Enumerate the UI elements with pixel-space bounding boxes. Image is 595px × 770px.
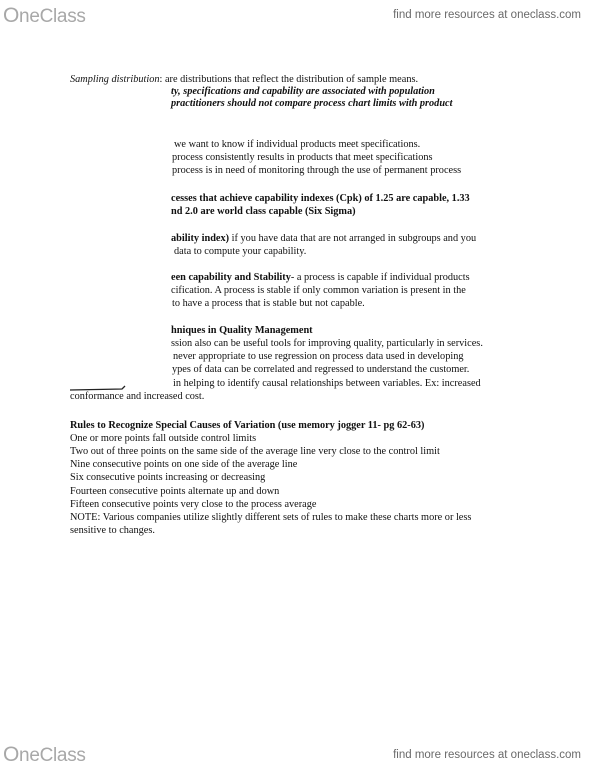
text-line: cification. A process is stable if only common variation is present in the (171, 285, 466, 296)
rule-item: Fourteen consecutive points alternate up and down (70, 486, 280, 497)
text-line: to have a process that is stable but not capable. (172, 298, 365, 309)
rule-item: Six consecutive points increasing or decreasing (70, 472, 266, 483)
text-span: - a process is capable if individual products (290, 272, 470, 283)
oneclass-logo[interactable] (3, 4, 86, 28)
logo-o-icon: O (3, 4, 20, 27)
rule-item: Nine consecutive points on one side of the average line (70, 459, 298, 470)
text-line: data to compute your capability. (174, 246, 307, 257)
term-sampling-distribution: Sampling distribution (70, 74, 160, 85)
text-line: practitioners should not compare process chart limits with product (171, 98, 453, 109)
text-line: ssion also can be useful tools for improving quality, particularly in services. (171, 338, 483, 349)
oneclass-logo[interactable] (3, 743, 86, 767)
resources-link[interactable]: find more resources at oneclass.com (393, 9, 581, 21)
text-line: never appropriate to use regression on process data used in developing (173, 351, 464, 362)
capability-index-line (171, 233, 476, 245)
rules-heading: Rules to Recognize Special Causes of Variation (use memory jogger 11- pg 62-63) (70, 420, 425, 431)
definition-text: : are distributions that reflect the distribution of sample means. (159, 74, 419, 85)
text-line: we want to know if individual products meet specifications. (174, 139, 421, 150)
text-line: cesses that achieve capability indexes (Cpk) of 1.25 are capable, 1.33 (171, 193, 470, 204)
text-line: nd 2.0 are world class capable (Six Sigma) (171, 206, 356, 217)
rule-item: Two out of three points on the same side of the average line very close to the control limit (70, 446, 440, 457)
term-capability-stability: een capability and Stability (171, 272, 291, 283)
term-capability-index: ability index) (171, 233, 230, 244)
note-line: sensitive to changes. (70, 525, 155, 536)
logo-text: neClass (19, 745, 86, 766)
rule-item: Fifteen consecutive points very close to the process average (70, 499, 317, 510)
text-line: process consistently results in products that meet specifications (172, 152, 433, 163)
rule-item: One or more points fall outside control limits (70, 433, 257, 444)
note-line: NOTE: Various companies utilize slightly different sets of rules to make these charts more or less (70, 512, 472, 523)
logo-text: neClass (19, 6, 86, 27)
sampling-distribution-line (70, 74, 418, 86)
text-line: conformance and increased cost. (70, 391, 205, 402)
text-line: in helping to identify causal relationships between variables. Ex: increased (173, 378, 481, 389)
text-line: ypes of data can be correlated and regressed to understand the customer. (172, 364, 470, 375)
resources-link[interactable]: find more resources at oneclass.com (393, 749, 581, 761)
logo-o-icon: O (3, 743, 20, 766)
capability-stability-line (171, 272, 470, 284)
text-line: process is in need of monitoring through the use of permanent process (172, 165, 462, 176)
text-span: if you have data that are not arranged in subgroups and you (229, 233, 477, 244)
section-heading: hniques in Quality Management (171, 325, 313, 336)
text-line: ty, specifications and capability are associated with population (171, 86, 435, 97)
